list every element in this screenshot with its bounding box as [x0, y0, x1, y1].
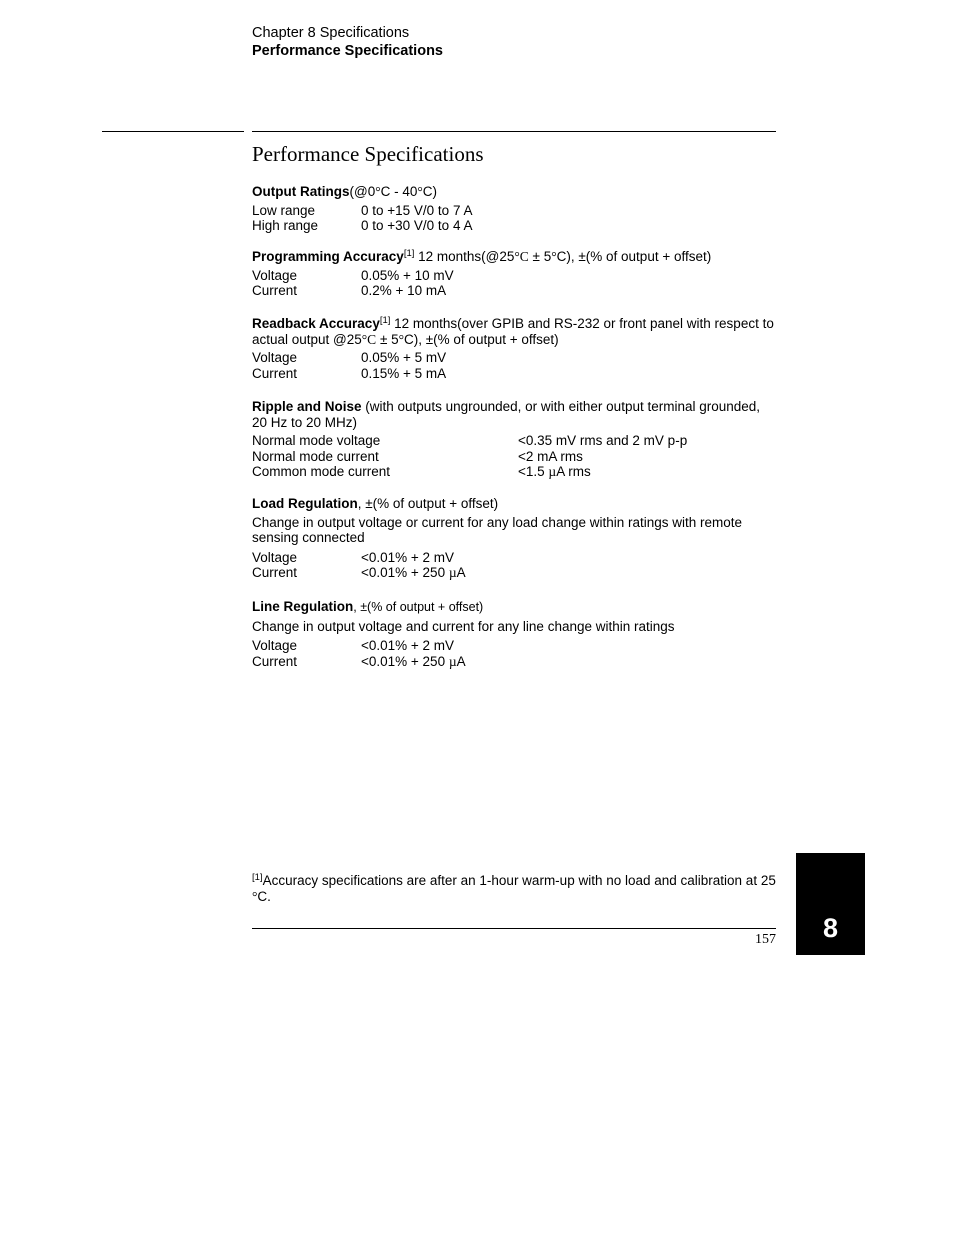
spec-key: Normal mode current — [252, 448, 379, 464]
spec-value: <0.01% + 2 mV — [361, 638, 455, 653]
spec-value — [361, 654, 466, 670]
spec-key: Normal mode voltage — [252, 433, 381, 448]
spec-row — [252, 433, 776, 449]
page-title: Performance Specifications — [252, 142, 484, 166]
degree-symbol: ° — [398, 331, 405, 347]
spec-row — [252, 366, 776, 382]
condition-text: ± 5 — [376, 331, 399, 347]
spec-row — [252, 565, 776, 581]
footnote — [252, 873, 776, 905]
ripple-noise-heading — [252, 399, 776, 430]
micro-symbol: µ — [448, 653, 457, 669]
footnote-marker: [1] — [252, 872, 263, 883]
condition-text: C), ±(% of output + offset) — [404, 331, 559, 347]
spec-key: Current — [252, 565, 298, 580]
footer-rule — [252, 928, 776, 929]
running-header-section: Performance Specifications — [252, 43, 443, 59]
spec-row — [252, 638, 776, 654]
spec-value: <2 mA rms — [518, 448, 583, 464]
readback-accuracy-heading — [252, 316, 776, 347]
readback-accuracy-section — [252, 316, 776, 381]
spec-value: <0.35 mV rms and 2 mV p-p — [518, 433, 688, 448]
line-regulation-label: Line Regulation — [252, 599, 354, 614]
condition-text: 12 months(over GPIB and RS-232 or front panel with respect to actual output @25 — [252, 316, 774, 347]
footnote-ref: [1] — [379, 315, 391, 326]
spec-row — [252, 464, 776, 480]
output-ratings-cond: C - 40 — [380, 184, 418, 199]
footnote-text: C. — [257, 889, 271, 904]
degree-symbol: ° — [417, 184, 423, 199]
spec-value — [361, 565, 466, 581]
spec-row — [252, 449, 776, 465]
title-rule — [252, 131, 776, 132]
chapter-tab-number: 8 — [822, 913, 839, 943]
condition-text: (with outputs ungrounded, or with either output terminal grounded, 20 Hz to 20 MHz) — [252, 399, 761, 430]
margin-rule — [102, 131, 244, 132]
condition-text: ± 5 — [528, 249, 552, 264]
spec-key: Voltage — [252, 267, 298, 283]
spec-key: Current — [252, 365, 298, 381]
spec-value: 0.2% + 10 mA — [361, 283, 447, 298]
spec-value: 0.05% + 10 mV — [361, 267, 454, 283]
load-regulation-heading — [252, 496, 776, 512]
value-text: <0.01% + 250 — [361, 565, 449, 580]
page-number: 157 — [755, 932, 776, 947]
micro-symbol: µ — [548, 464, 557, 479]
output-ratings-cond: (@0 — [349, 184, 376, 199]
spec-key: Voltage — [252, 350, 298, 365]
micro-symbol: µ — [448, 565, 457, 580]
footnote-ref: [1] — [403, 248, 415, 259]
spec-row — [252, 268, 776, 284]
spec-row — [252, 203, 776, 219]
spec-key: Current — [252, 283, 298, 298]
spec-value: 0 to +15 V/0 to 7 A — [361, 202, 473, 218]
programming-accuracy-heading — [252, 249, 776, 265]
line-regulation-section — [252, 599, 776, 669]
value-text: A — [456, 565, 466, 580]
spec-value: 0 to +30 V/0 to 4 A — [361, 218, 473, 233]
running-header-chapter: Chapter 8 Specifications — [252, 25, 410, 41]
line-regulation-description: Change in output voltage and current for any line change within ratings — [252, 618, 675, 634]
footnote-text: Accuracy specifications are after an 1-hour warm-up with no load and calibration at 25 — [262, 873, 776, 888]
spec-row — [252, 283, 776, 299]
degree-symbol: ° — [252, 889, 258, 904]
programming-accuracy-label: Programming Accuracy — [252, 249, 404, 264]
spec-value: 0.15% + 5 mA — [361, 365, 447, 381]
condition-text: 12 months(@25 — [414, 249, 515, 264]
value-text: <1.5 — [518, 464, 549, 479]
spec-value: <0.01% + 2 mV — [361, 549, 455, 565]
programming-accuracy-section — [252, 249, 776, 299]
spec-row — [252, 350, 776, 366]
degree-symbol: ° — [375, 184, 381, 199]
value-text: A rms — [556, 464, 591, 479]
spec-row — [252, 218, 776, 234]
output-ratings-cond: C) — [422, 184, 438, 199]
output-ratings-section — [252, 184, 776, 234]
output-ratings-label: Output Ratings — [252, 184, 350, 199]
spec-key: High range — [252, 218, 319, 233]
condition-text: , ±(% of output + offset) — [357, 496, 499, 511]
ripple-noise-section — [252, 399, 776, 480]
degree-symbol: ° — [551, 249, 557, 264]
ripple-noise-label: Ripple and Noise — [252, 399, 362, 414]
spec-key: Low range — [252, 202, 316, 218]
line-regulation-heading — [252, 599, 776, 616]
degree-celsius: °C — [361, 331, 377, 347]
chapter-tab — [796, 853, 865, 955]
spec-key: Current — [252, 653, 298, 669]
load-regulation-description: Change in output voltage or current for any load change within ratings with remote sensing connected — [252, 514, 743, 545]
load-regulation-section — [252, 496, 776, 581]
degree-celsius: °C — [514, 249, 529, 264]
spec-row — [252, 654, 776, 670]
output-ratings-heading — [252, 184, 776, 200]
spec-key: Voltage — [252, 549, 298, 565]
value-text: <0.01% + 250 — [361, 653, 449, 669]
value-text: A — [456, 653, 466, 669]
condition-text: , ±(% of output + offset) — [353, 600, 484, 614]
spec-key: Voltage — [252, 638, 298, 653]
spec-row — [252, 550, 776, 566]
load-regulation-label: Load Regulation — [252, 496, 358, 511]
condition-text: C), ±(% of output + offset) — [556, 249, 712, 264]
readback-accuracy-label: Readback Accuracy — [252, 316, 380, 331]
spec-key: Common mode current — [252, 464, 391, 479]
spec-value: 0.05% + 5 mV — [361, 350, 447, 365]
spec-value — [518, 464, 591, 480]
